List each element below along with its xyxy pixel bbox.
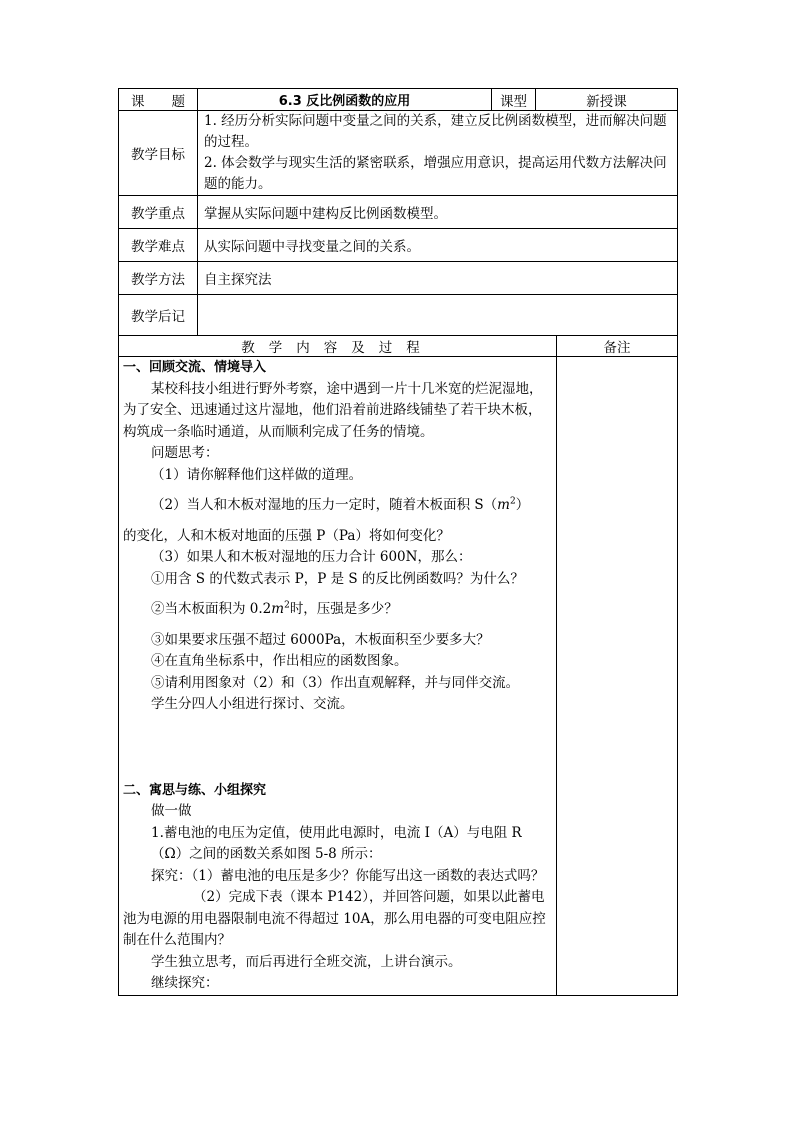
try-label: 做一做 — [151, 803, 192, 819]
process-content — [119, 357, 557, 996]
focus-label: 教学重点 — [119, 196, 198, 229]
area-unit-exponent: 2 — [509, 496, 516, 507]
subquestion-1: ①用含 S 的代数式表示 P，P 是 S 的反比例函数吗？为什么？ — [151, 570, 524, 587]
difficulty-value: 从实际问题中寻找变量之间的关系。 — [198, 229, 678, 262]
part1-heading: 一、回顾交流、情境导入 — [123, 360, 267, 375]
notes-value — [198, 295, 678, 336]
subquestion-5: ⑤请利用图象对（2）和（3）作出直观解释，并与同伴交流。 — [151, 674, 520, 691]
question-1: （1）请你解释他们这样做的道理。 — [151, 466, 363, 483]
question-2-text: （2）当人和木板对湿地的压力一定时，随着木板面积 S（ — [151, 497, 498, 513]
course-title: 6.3 反比例函数的应用 — [198, 89, 492, 111]
question-3: （3）如果人和木板对湿地的压力合计 600N，那么： — [151, 549, 472, 565]
subquestion-2 — [123, 599, 552, 621]
remarks-cell — [557, 357, 678, 996]
scenario-paragraph: 某校科技小组进行野外考察，途中遇到一片十几米宽的烂泥湿地，为了安全、迅速通过这片湿地，他们沿着前进路线铺垫了若干块木板，构筑成一条临时通道，从而顺利完成了任务的情境。 — [123, 380, 543, 440]
goals-label: 教学目标 — [119, 111, 198, 196]
question-2-continued: 的变化，人和木板对地面的压强 P（Pa）将如何变化？ — [123, 527, 450, 544]
process-header-row — [119, 336, 678, 357]
focus-value: 掌握从实际问题中建构反比例函数模型。 — [198, 196, 678, 229]
group-activity: 学生分四人小组进行探讨、交流。 — [151, 696, 354, 712]
process-header: 教学内容及过程 — [119, 336, 557, 357]
task-1: 1.蓄电池的电压为定值，使用此电源时，电流 I（A）与电阻 R（Ω）之间的函数关系如图 5-8 所示： — [151, 824, 522, 862]
remarks-header: 备注 — [557, 336, 678, 357]
lesson-type-value: 新授课 — [536, 89, 678, 111]
goals-value — [198, 111, 678, 196]
method-label: 教学方法 — [119, 262, 198, 295]
question-2 — [123, 495, 552, 517]
focus-row — [119, 196, 678, 229]
process-body-row — [119, 357, 678, 996]
question-label: 问题思考： — [151, 445, 219, 461]
header-row — [119, 89, 678, 111]
think-note: 学生独立思考，而后再进行全班交流，上讲台演示。 — [151, 953, 462, 970]
method-value: 自主探究法 — [198, 262, 678, 295]
subquestion-3: ③如果要求压强不超过 6000Pa，木板面积至少要多大？ — [151, 631, 490, 648]
subquestion-2-text: ②当木板面积为 0.2 — [151, 601, 272, 617]
process-table — [118, 335, 678, 996]
difficulty-row — [119, 229, 678, 262]
notes-row — [119, 295, 678, 336]
difficulty-label: 教学难点 — [119, 229, 198, 262]
notes-label: 教学后记 — [119, 295, 198, 336]
area-unit-2: m — [271, 601, 285, 617]
goals-row — [119, 111, 678, 196]
area-unit-2-exponent: 2 — [284, 600, 290, 611]
course-label: 课 题 — [119, 89, 198, 111]
continue-label: 继续探究： — [151, 975, 219, 991]
subquestion-2-end: 时，压强是多少？ — [289, 601, 398, 617]
lesson-plan-table — [118, 88, 678, 336]
explore-1: 探究：（1）蓄电池的电压是多少？你能写出这一函数的表达式吗？ — [151, 867, 545, 884]
lesson-plan-sheet — [118, 88, 677, 996]
question-2-close: ） — [515, 497, 530, 513]
subquestion-4: ④在直角坐标系中，作出相应的函数图象。 — [151, 653, 408, 669]
goal-1: 1. 经历分析实际问题中变量之间的关系，建立反比例函数模型，进而解决问题的过程。 — [204, 113, 667, 150]
lesson-type-label: 课型 — [492, 89, 536, 111]
goal-2: 2. 体会数学与现实生活的紧密联系，增强应用意识，提高运用代数方法解决问题的能力。 — [204, 155, 667, 192]
part2-heading: 二、寓思与练、小组探究 — [123, 782, 267, 798]
area-unit: m — [497, 497, 510, 513]
explore-2: （2）完成下表（课本 P142），并回答问题，如果以此蓄电池为电源的用电器限制电流不得超过 10A，那么用电器的可变电阻应控制在什么范围内？ — [123, 889, 546, 948]
method-row — [119, 262, 678, 295]
